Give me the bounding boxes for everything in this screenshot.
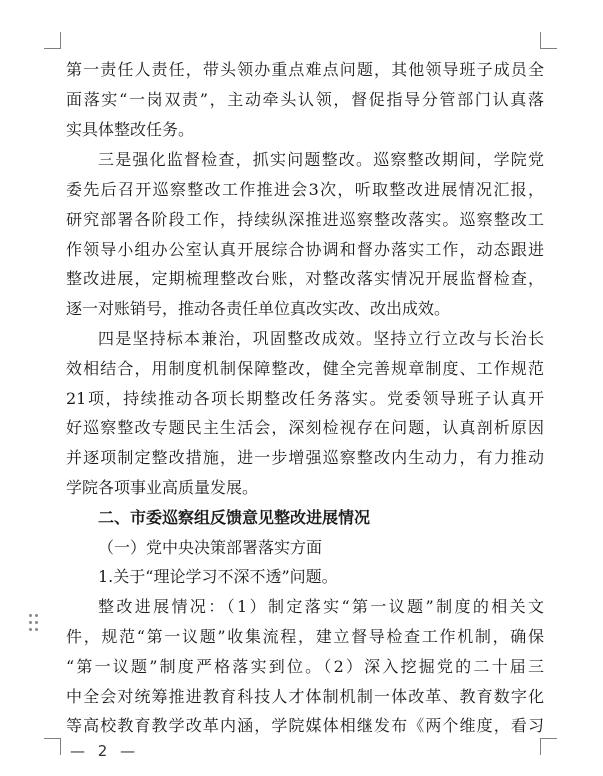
paragraph-line: 作领导小组办公室认真开展综合协调和督办落实工作，动态跟进 (66, 240, 544, 259)
paragraph-line: 三是强化监督检查，抓实问题整改。巡察整改期间，学院党 (98, 150, 544, 169)
paragraph-line: 件，规范“第一议题”收集流程，建立督导检查工作机制，确保 (66, 627, 544, 646)
paragraph-line: 21项，持续推动各项长期整改任务落实。党委领导班子认真开 (66, 389, 544, 408)
paragraph-line: 研究部署各阶段工作，持续纵深推进巡察整改落实。巡察整改工 (66, 210, 544, 229)
paragraph-line: 整改进展情况：（1）制定落实“第一议题”制度的相关文 (98, 597, 544, 616)
paragraph-line: “第一议题”制度严格落实到位。（2）深入挖掘党的二十届三 (66, 657, 544, 676)
item-title: 1.关于“理论学习不深不透”问题。 (98, 567, 338, 586)
page-number: — 2 — (70, 742, 140, 760)
subsection-heading: （一）党中央决策部署落实方面 (98, 538, 323, 557)
paragraph-line: 效相结合，用制度机制保障整改，健全完善规章制度、工作规范 (66, 359, 544, 378)
paragraph-line: 整改进展，定期梳理整改台账，对整改落实情况开展监督检查， (66, 269, 544, 288)
paragraph-line: 等高校教育教学改革内涵，学院媒体相继发布《两个维度，看习 (66, 716, 544, 735)
section-heading: 二、市委巡察组反馈意见整改进展情况 (98, 508, 371, 527)
paragraph-line: 第一责任人责任，带头领办重点难点问题，其他领导班子成员全 (66, 60, 544, 79)
crop-mark-top-left (44, 32, 61, 49)
paragraph-line: 好巡察整改专题民主生活会，深刻检视存在问题，认真剖析原因 (66, 418, 544, 437)
paragraph-line: 学院各项事业高质量发展。 (66, 478, 259, 497)
paragraph-line: 面落实“一岗双责”，主动牵头认领，督促指导分管部门认真落 (66, 90, 544, 109)
paragraph-line: 并逐项制定整改措施，进一步增强巡察整改内生动力，有力推动 (66, 448, 544, 467)
crop-mark-top-right (540, 32, 557, 49)
drag-handle-icon[interactable] (29, 614, 39, 632)
crop-mark-bottom-left (44, 738, 61, 755)
paragraph-line: 委先后召开巡察整改工作推进会3次，听取整改进展情况汇报， (66, 180, 544, 199)
paragraph-line: 实具体整改任务。 (66, 120, 195, 139)
paragraph-line: 中全会对统筹推进教育科技人才体制机制一体改革、教育数字化 (66, 687, 544, 706)
paragraph-line: 逐一对账销号，推动各责任单位真改实改、改出成效。 (66, 299, 451, 318)
paragraph-line: 四是坚持标本兼治，巩固整改成效。坚持立行立改与长治长 (98, 329, 544, 348)
crop-mark-bottom-right (540, 738, 557, 755)
